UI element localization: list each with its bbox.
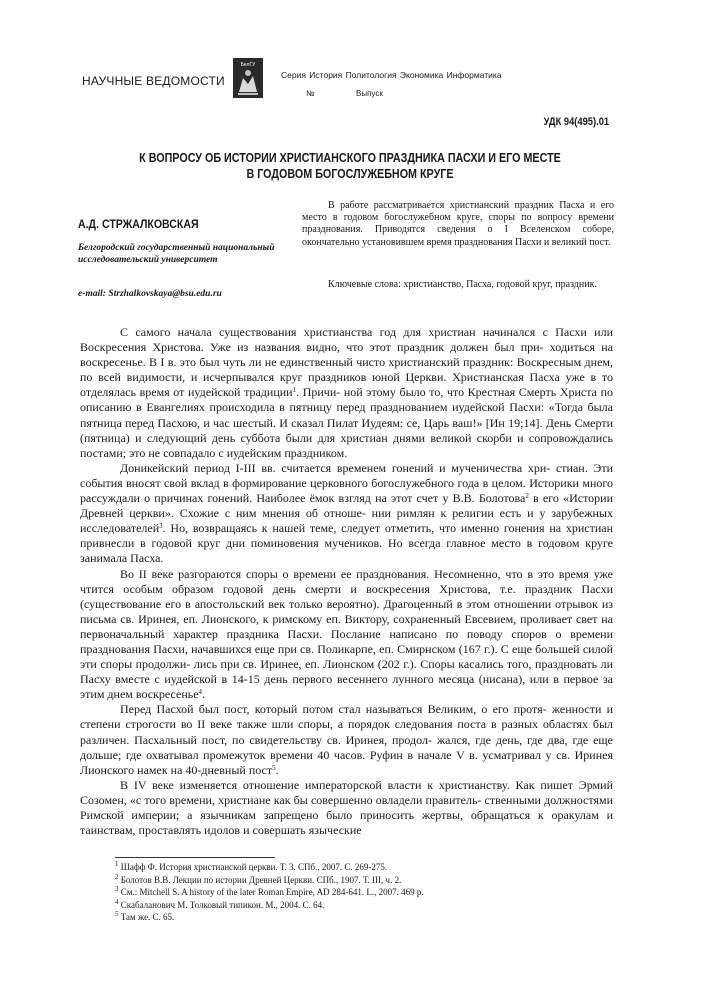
abstract: В работе рассматривается христианский праздник Пасха и его место в годовом богослужебном круге, споры по вопросу времени празднования. Приводятся сведения о I Вселенском соборе, окончательно установившем время празднования Пасхи и великий пост. <box>302 200 614 248</box>
paragraph-3: Во II веке разгораются споры о времени ее празднования. Несомненно, что в это время уже чтится особым образом годовой день смерти и воскресения Христова, т.е. праздник Пасхи (существование его в апостольский век только вероятно). Драгоценный в этом отношении отрывок из письма св. Иринея, еп. Лионского, к римскому еп. Виктору, сохраненный Евсевием, проливает свет на первоначальный характер праздника Пасхи. Послание написано по поводу споров о времени празднования Пасхи, начавшихся еще при св. Поликарпе, еп. Смирнском (167 г.). С еще большей силой эти споры продолжи- лись при св. Иринее, еп. Лионском (202 г.). Споры касались того, праздновать ли Пасху вместе с иудейской в 14-15 день первого весеннего лунного месяца (нисана), или в первое за этим днем воскресенье$^4$. <box>80 566 613 702</box>
paragraph-5: В IV веке изменяется отношение императорской власти к христианству. Как пишет Эрмий Созомен, «с того времени, христиане как бы совершенно овладели правитель- ственными должностями Римской империи; а язычникам запрещено было приносить жертвы, обращаться к оракулам и таинствам, проставлять идолов и совершать языческие <box>80 777 613 838</box>
author-name: А.Д. СТРЖАЛКОВСКАЯ <box>78 217 199 231</box>
journal-name: НАУЧНЫЕ ВЕДОМОСТИ <box>82 74 225 88</box>
footnote-ref[interactable]: 5 <box>272 763 276 772</box>
university-logo-icon <box>233 58 263 98</box>
footnote-1: $^1$ Шафф Ф. История христианской церкви. Т. 3. СПб., 2007. С. 269-275. <box>115 860 388 872</box>
footnote-2: $^2$ Болотов В.В. Лекции по истории Древней Церкви. СПб., 1907. Т. III, ч. 2. <box>115 872 402 885</box>
footnote-3: $^3$ См.: Mitchell S. A history of the later Roman Empire, AD 284-641. L., 2007. 469 p. <box>115 885 424 897</box>
issue-label: Выпуск <box>356 89 383 98</box>
article-title-line-2: В ГОДОВОМ БОГОСЛУЖЕБНОМ КРУГЕ <box>246 167 454 181</box>
footnote-ref[interactable]: 1 <box>292 386 297 395</box>
logo-lettering: БелГУ <box>240 62 256 68</box>
paragraph-1: С самого начала существования христианства год для христиан начинался с Пасхи или Воскресения Христова. Уже из названия видно, что этот праздник должен был при- ходиться на воскресенье. В I в. это был чуть ли не единственный чисто христианский праздник: Воскресным днем, по всей видимости, и исчерпывался круг праздников юной Церкви. Христианская Пасха уже в то отделялась время от иудейской традиции$^1$. Причи- ной этому было то, что Крестная Смерть Христа по описанию в Евангелиях происходила в пятницу перед празднованием иудейской Пасхи: «Тогда была пятница перед Пасхою, и час шестый. И сказал Пилат Иудеям: се, Царь ваш!» [Ин 19;14]. День Смерти (пятница) и следующий день суббота были для христиан днями великой скорби и сопровождались постами; это не совпадало с иудейским праздником. <box>80 325 613 460</box>
keywords: Ключевые слова: христианство, Пасха, годовой круг, праздник. <box>328 279 597 290</box>
article-body <box>80 325 613 838</box>
udc-code: УДК 94(495).01 <box>543 116 609 128</box>
paragraph-4: Перед Пасхой был пост, который потом стал называться Великим, о его протя- женности и степени строгости во II веке также шли споры, а порядок следования поста в разных областях был различен. Пасхальный пост, по свидетельству св. Иринея, продол- жался, где день, где два, где еще дольше; где охватывал промежуток времени 40 часов. Руфин в начале V в. усматривал у св. Иринея Лионского намек на 40-дневный пост$^5$. <box>80 702 613 777</box>
footnote-4: $^4$ Скабаланович М. Толковый типикон. М., 2004. С. 64. <box>115 897 325 910</box>
article-title-line-1: К ВОПРОСУ ОБ ИСТОРИИ ХРИСТИАНСКОГО ПРАЗДНИКА ПАСХИ И ЕГО МЕСТЕ <box>139 151 561 165</box>
footnote-ref[interactable]: 4 <box>198 688 203 697</box>
footnote-ref[interactable]: 3 <box>159 522 163 531</box>
journal-series: Серия История Политология Экономика Информатика <box>281 70 502 80</box>
paragraph-2: Доникейский период I-III вв. считается временем гонений и мученичества хри- стиан. Эти события вносят свой вклад в формирование церковного богослужебного года в целом. Историки много рассуждали о причинах гонений. Наиболее ёмок взгляд на этот счет у В.В. Болотова$^2$ в его «Истории Древней церкви». Схожие с ним мнения об отноше- нии римлян к религии есть и у зарубежных исследователей$^3$. Но, возвращаясь к нашей теме, следует отметить, что именно гонения на христиан привнесли в годовой круг дни поминовения мучеников. Но всегда главное место в годовом круге занимала Пасха. <box>80 460 614 566</box>
footnote-divider <box>115 857 275 858</box>
footnote-5: $^5$ Там же. С. 65. <box>115 910 175 922</box>
footnote-ref[interactable]: 2 <box>525 492 529 501</box>
footnotes <box>115 861 615 924</box>
author-affiliation: Белгородский государственный национальный исследовательский университет <box>78 243 275 265</box>
issue-number-label: № <box>306 89 315 98</box>
author-email: e-mail: Strzhalkovskaya@bsu.edu.ru <box>78 289 222 299</box>
